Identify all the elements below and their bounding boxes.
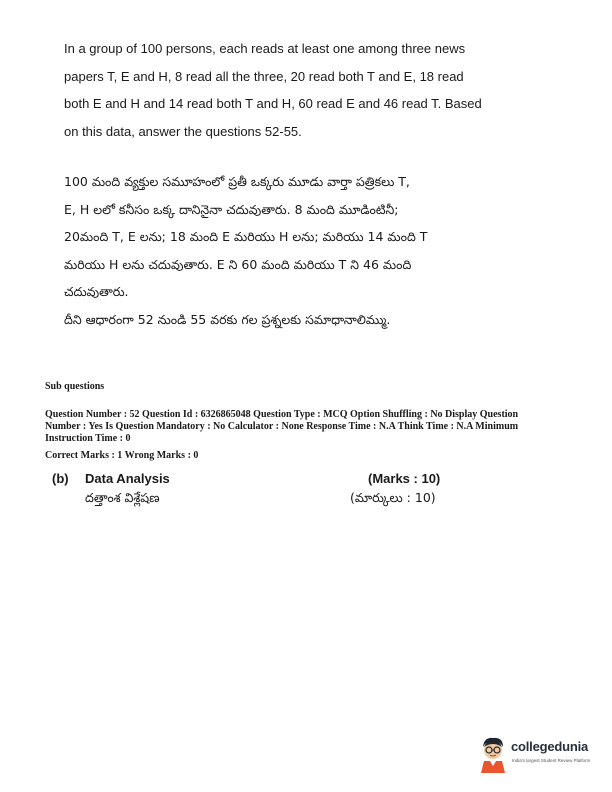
passage-line: దీని ఆధారంగా 52 నుండి 55 వరకు గల ప్రశ్నలకు సమాధానాలిమ్ము. xyxy=(64,311,391,327)
sub-questions-heading: Sub questions xyxy=(45,381,105,392)
question-meta-line: Instruction Time : 0 xyxy=(45,433,131,444)
passage-line: మరియు H లను చదువుతారు. E ని 60 మంది మరియు T ని 46 మంది xyxy=(64,256,412,272)
passage-telugu xyxy=(64,168,534,333)
marks-info: Correct Marks : 1 Wrong Marks : 0 xyxy=(45,450,199,461)
option-label: (b) xyxy=(52,471,69,486)
passage-english xyxy=(64,35,534,145)
option-marks-english: (Marks : 10) xyxy=(368,471,441,486)
passage-line: 20మంది T, E లను; 18 మంది E మరియు H లను; మరియు 14 మంది T xyxy=(64,229,428,244)
option-text-telugu: దత్తాంశ విశ్లేషణ xyxy=(85,490,160,505)
logo-name: collegedunia xyxy=(511,739,589,754)
option-text-english: Data Analysis xyxy=(85,471,170,486)
logo-tagline: India's largest Student Review Platform xyxy=(512,758,591,763)
question-meta-line: Question Number : 52 Question Id : 6326865048 Question Type : MCQ Option Shuffling : No Display Question xyxy=(45,409,519,420)
passage-line: E, H లలో కనీసం ఒక్క దానినైనా చదువుతారు. 8 మంది మూడింటినీ; xyxy=(64,201,399,217)
passage-line: చదువుతారు. xyxy=(64,284,129,299)
passage-line: papers T, E and H, 8 read all the three, 20 read both T and E, 18 read xyxy=(64,68,464,84)
passage-line: on this data, answer the questions 52-55. xyxy=(64,123,302,139)
passage-line: 100 మంది వ్యక్తుల సమూహంలో ప్రతీ ఒక్కరు మూడు వార్తా పత్రికలు T, xyxy=(64,174,410,189)
question-meta-line: Number : Yes Is Question Mandatory : No Calculator : None Response Time : N.A Think Time : N.A Minimum xyxy=(45,421,519,432)
collegedunia-logo xyxy=(478,735,598,775)
question-meta xyxy=(45,409,565,445)
passage-line: In a group of 100 persons, each reads at least one among three news xyxy=(64,41,466,56)
option-marks-telugu: (మార్కులు : 10) xyxy=(350,490,436,505)
passage-line: both E and H and 14 read both T and H, 60 read E and 46 read T. Based xyxy=(64,96,482,111)
student-mascot-icon xyxy=(478,735,508,775)
